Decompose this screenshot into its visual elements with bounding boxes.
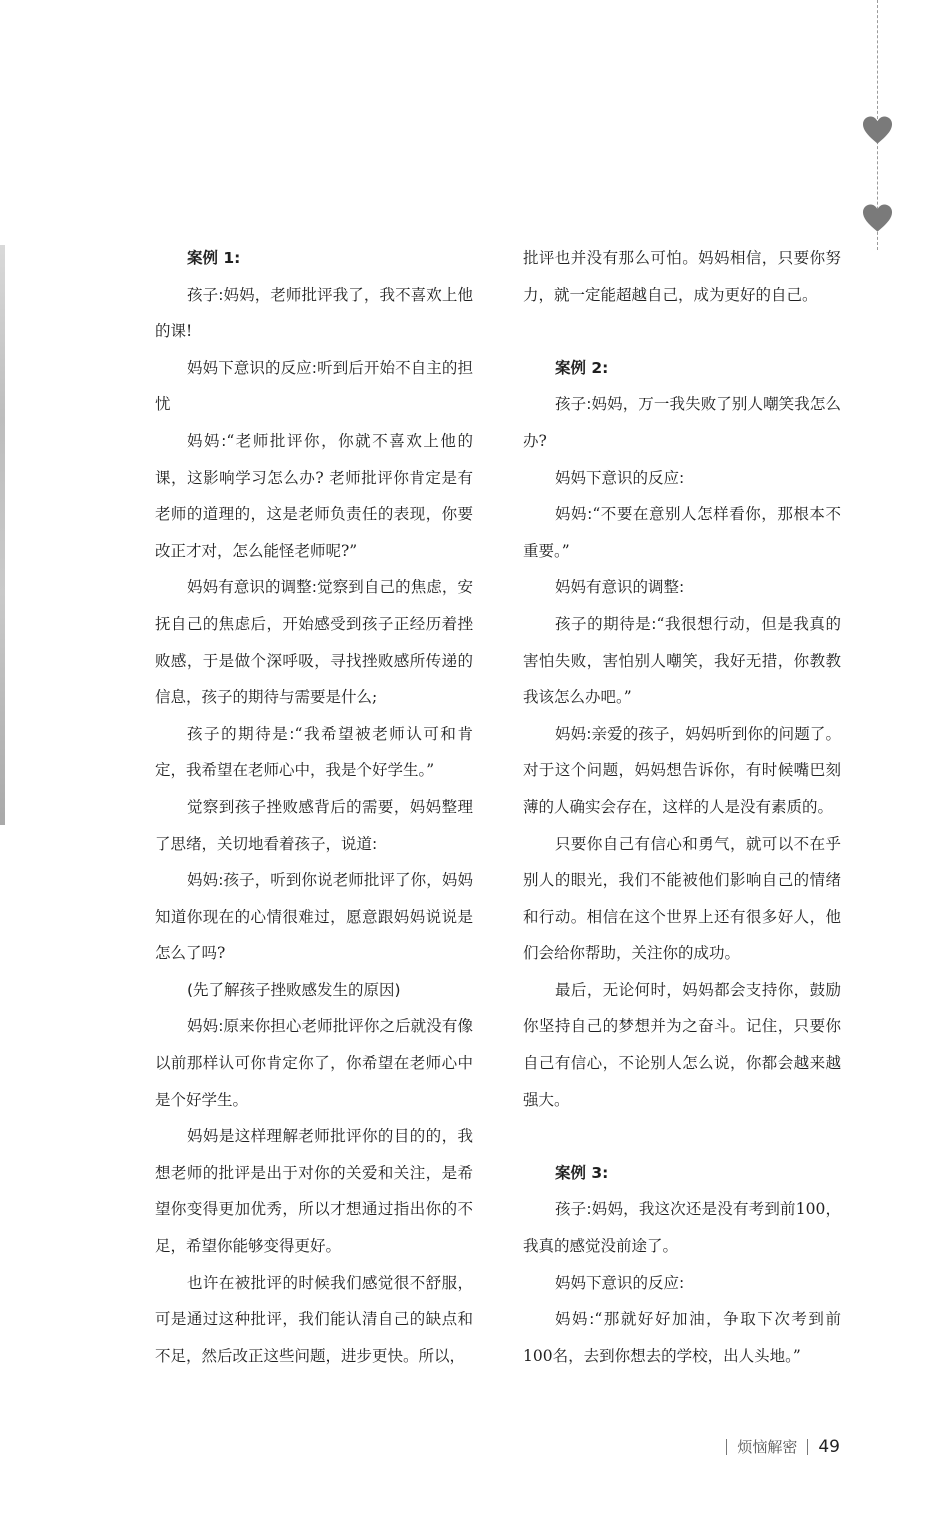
paragraph: 妈妈下意识的反应: [555,468,685,487]
heart-icon [862,203,893,233]
paragraph: (先了解孩子挫败感发生的原因) [187,980,401,999]
paragraph [523,386,841,459]
page-edge-shadow [0,245,5,825]
paragraph [155,277,473,350]
paragraph: 觉察到孩子挫败感背后的需要，妈妈整理了思绪，关切地看着孩子，说道: [155,797,473,853]
right-column [523,240,841,1374]
case-title: 案例 2: [555,358,609,377]
speaker-label: 孩子: [187,285,224,304]
page-number: 49 [818,1436,840,1457]
speaker-label: 妈妈有意识的调整: [187,578,318,597]
heart-icon [862,115,893,145]
speaker-label: 妈妈: [555,724,592,743]
paragraph: 妈妈是这样理解老师批评你的目的的，我想老师的批评是出于对你的关爱和关注，是希望你变得更加优秀，所以才想通过指出你的不足，希望你能够变得更好。 [155,1127,473,1256]
paragraph-text: 听到后开始不自主的担忧 [155,358,473,414]
paragraph-text: 妈妈，老师批评我了，我不喜欢上他的课! [155,285,473,341]
paragraph [155,569,473,715]
paragraph-text: 觉察到自己的焦虑，安抚自己的焦虑后，开始感受到孩子正经历着挫败感，于是做个深呼吸，寻找挫败感所传递的信息，孩子的期待与需要是什么; [155,578,473,707]
paragraph [523,716,841,826]
speaker-label: 妈妈下意识的反应: [187,358,318,377]
paragraph [523,1191,841,1264]
speaker-label: 孩子的期待是: [187,724,295,743]
paragraph [155,423,473,569]
speaker-label: 妈妈: [555,505,593,524]
footer-divider [726,1439,727,1455]
paragraph: 只要你自己有信心和勇气，就可以不在乎别人的眼光，我们不能被他们影响自己的情绪和行动。相信在这个世界上还有很多好人，他们会给你帮助，关注你的成功。 [523,834,841,963]
paragraph [523,496,841,569]
paragraph: 最后，无论何时，妈妈都会支持你，鼓励你坚持自己的梦想并为之奋斗。记住，只要你自己有信心，不论别人怎么说，你都会越来越强大。 [523,980,841,1109]
paragraph-text: “不要在意别人怎样看你，那根本不重要。” [523,505,841,560]
paragraph-text: 妈妈，我这次还是没有考到前100，我真的感觉没前途了。 [523,1200,841,1256]
speaker-label: 妈妈: [187,1017,224,1036]
paragraph [155,350,473,423]
case-title: 案例 3: [555,1163,609,1182]
paragraph-text: 原来你担心老师批评你之后就没有像以前那样认可你肯定你了，你希望在老师心中是个好学生。 [155,1017,473,1109]
paragraph-text: “那就好好加油，争取下次考到前100名，去到你想去的学校，出人头地。” [523,1310,841,1365]
paragraph-text: “我希望被老师认可和肯定，我希望在老师心中，我是个好学生。” [155,724,473,780]
speaker-label: 孩子: [555,1200,592,1219]
paragraph: 也许在被批评的时候我们感觉很不舒服，可是通过这种批评，我们能认清自己的缺点和不足，然后改正这些问题，进步更快。所以， [155,1273,473,1365]
case-title: 案例 1: [187,249,241,267]
section-name: 烦恼解密 [737,1438,798,1456]
speaker-label: 妈妈: [187,871,224,890]
paragraph [155,1008,473,1118]
left-column [155,240,473,1374]
speaker-label: 孩子的期待是: [555,614,657,633]
paragraph-text: “老师批评你，你就不喜欢上他的课，这影响学习怎么办? 老师批评你肯定是有老师的道理的，这是老师负责任的表现，你要改正才对，怎么能怪老师呢?” [155,431,473,560]
paragraph-text: 孩子，听到你说老师批评了你，妈妈知道你现在的心情很难过，愿意跟妈妈说说是怎么了吗? [155,871,473,963]
paragraph-text: 妈妈，万一我失败了别人嘲笑我怎么办? [523,395,841,450]
paragraph: 批评也并没有那么可怕。妈妈相信，只要你努力，就一定能超越自己，成为更好的自己。 [523,249,841,304]
speaker-label: 孩子: [555,395,592,414]
speaker-label: 妈妈: [555,1310,595,1329]
paragraph-text: 亲爱的孩子，妈妈听到你的问题了。对于这个问题，妈妈想告诉你，有时候嘴巴刻薄的人确实会存在，这样的人是没有素质的。 [523,724,841,816]
paragraph [155,716,473,789]
paragraph [155,862,473,972]
paragraph: 妈妈下意识的反应: [555,1273,685,1292]
paragraph: 妈妈有意识的调整: [555,578,685,597]
paragraph [523,1301,841,1374]
footer-divider [807,1439,808,1455]
speaker-label: 妈妈: [187,431,227,450]
paragraph [523,606,841,716]
page-footer [726,1436,840,1457]
paragraph-text: “我很想行动，但是我真的害怕失败，害怕别人嘲笑，我好无措，你教教我该怎么办吧。” [523,614,841,707]
